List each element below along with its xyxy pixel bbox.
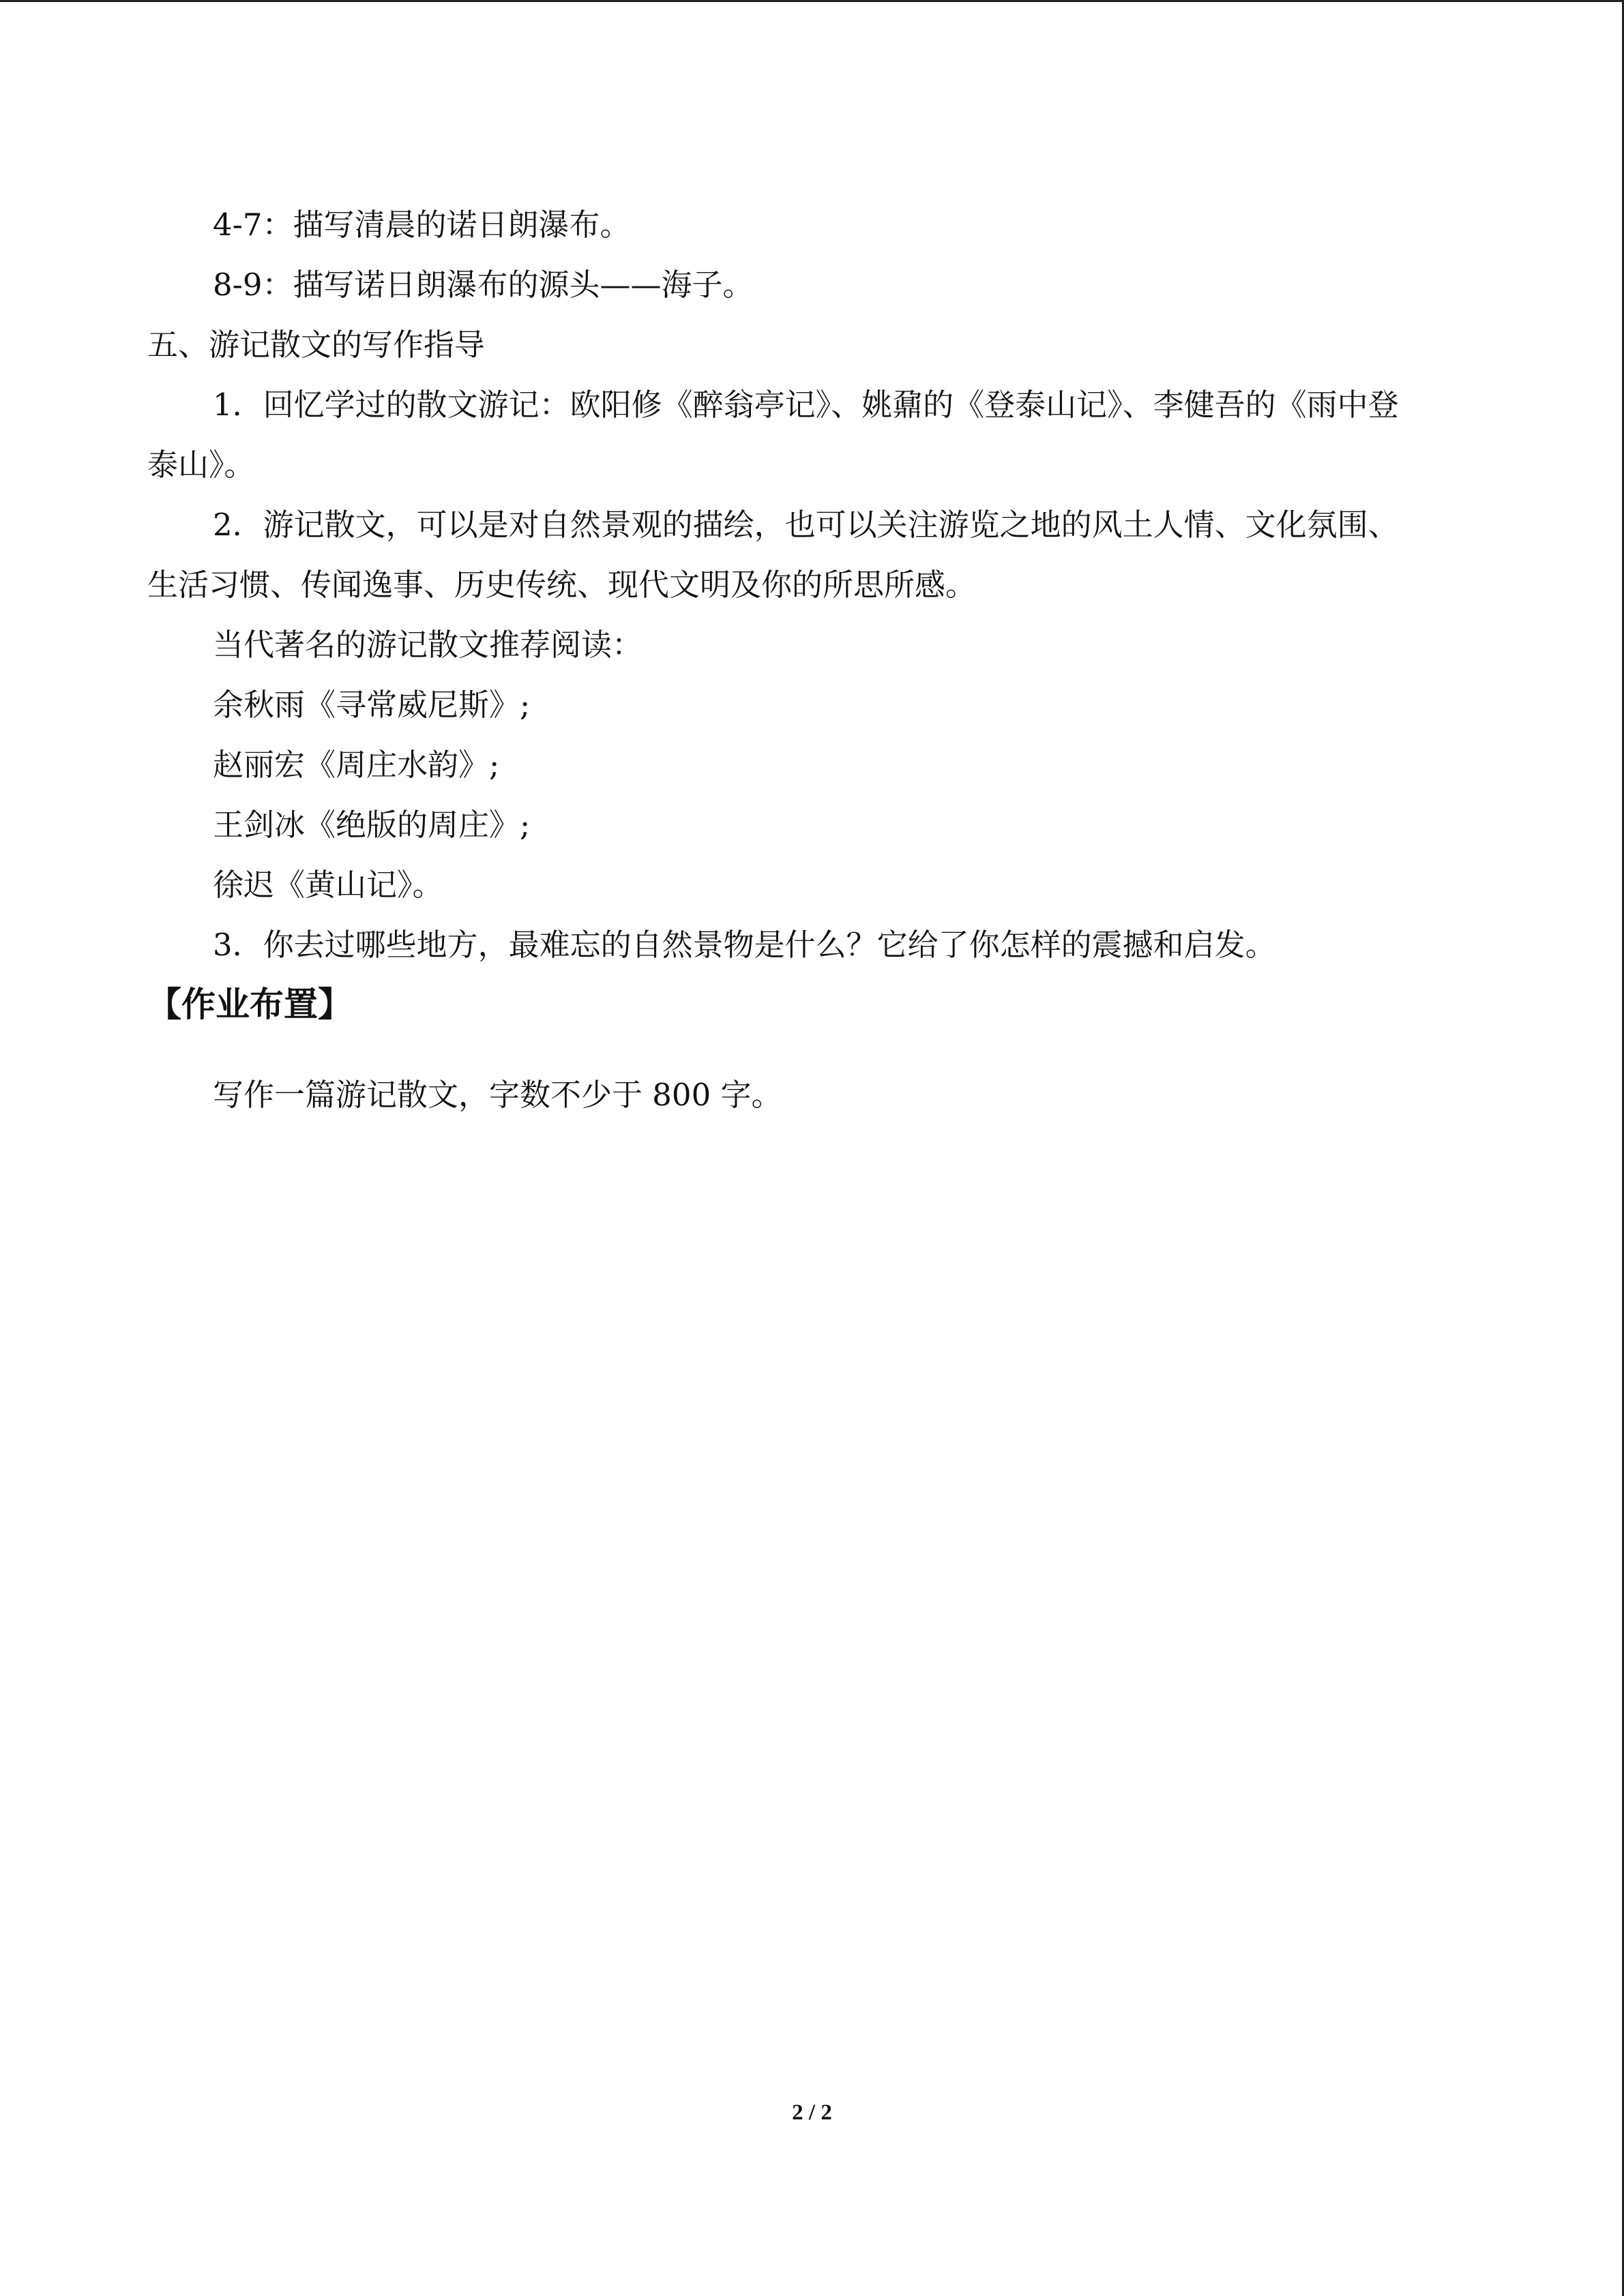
page-number: 2 / 2 <box>792 2100 832 2125</box>
page-border-top <box>0 0 1624 2</box>
paragraph-line: 4-7：描写清晨的诺日朗瀑布。 <box>213 207 631 243</box>
paragraph-line: 泰山》。 <box>147 447 255 483</box>
section-heading: 五、游记散文的写作指导 <box>147 327 486 363</box>
reading-list-item: 徐迟《黄山记》。 <box>213 867 443 903</box>
paragraph-line: 生活习惯、传闻逸事、历史传统、现代文明及你的所思所感。 <box>147 567 977 603</box>
reading-list-item: 余秋雨《寻常威尼斯》; <box>213 687 531 723</box>
paragraph-line: 8-9：描写诺日朗瀑布的源头——海子。 <box>213 267 754 303</box>
paragraph-line: 3．你去过哪些地方，最难忘的自然景物是什么？它给了你怎样的震撼和启发。 <box>213 927 1276 963</box>
reading-list-item: 王剑冰《绝版的周庄》; <box>213 807 531 843</box>
paragraph-line: 2．游记散文，可以是对自然景观的描绘，也可以关注游览之地的风土人情、文化氛围、 <box>213 507 1399 543</box>
reading-list-item: 赵丽宏《周庄水韵》; <box>213 747 500 783</box>
paragraph-line: 1．回忆学过的散文游记：欧阳修《醉翁亭记》、姚鼐的《登泰山记》、李健吾的《雨中登 <box>213 387 1399 423</box>
homework-heading: 【作业布置】 <box>147 985 352 1024</box>
homework-text: 写作一篇游记散文，字数不少于 800 字。 <box>213 1077 782 1113</box>
paragraph-line: 当代著名的游记散文推荐阅读： <box>213 627 643 663</box>
